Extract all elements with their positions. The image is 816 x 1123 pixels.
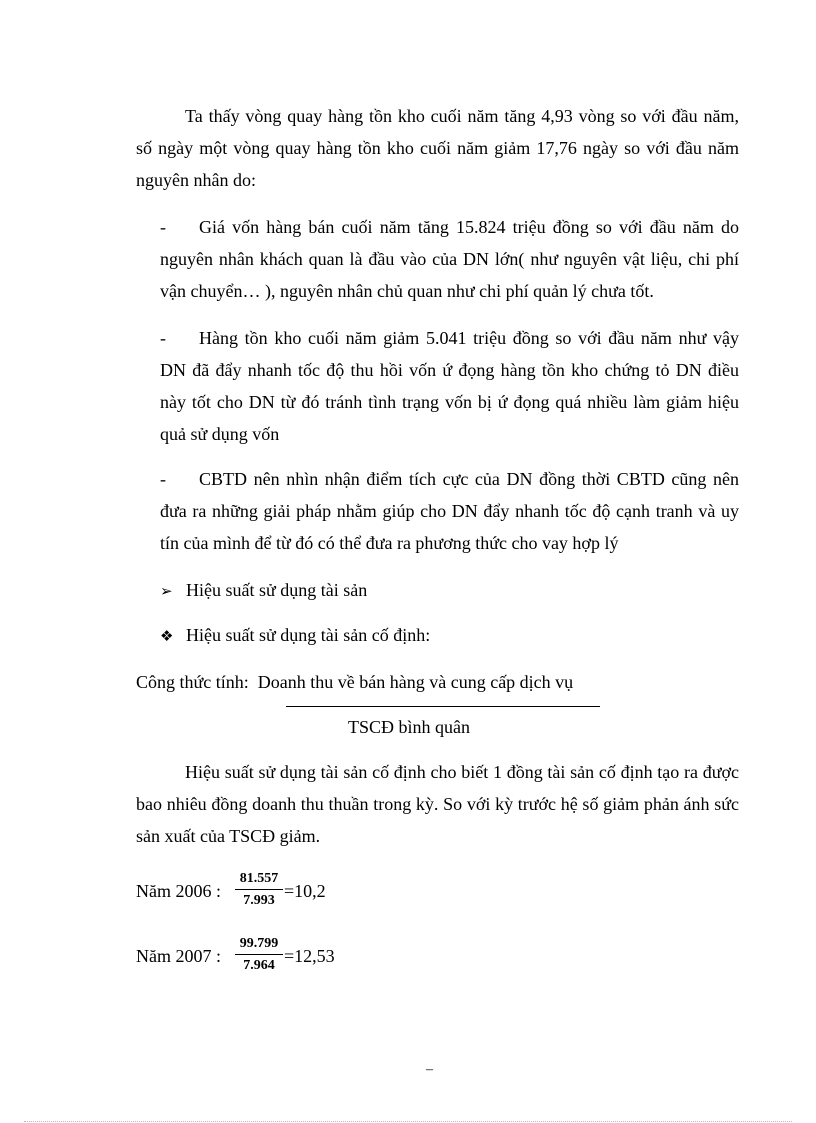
calculation-label: Năm 2006 : xyxy=(136,881,221,901)
calculation-result: =10,2 xyxy=(284,881,326,901)
dash-item-text: CBTD nên nhìn nhận điểm tích cực của DN đồng thời CBTD cũng nên đưa ra những giải pháp nhằm giúp cho DN đẩy nhanh tốc độ cạnh tranh và uy tín của mình để từ đó có thể đưa ra phương thức cho vay hợp lý xyxy=(160,469,739,553)
dash-mark: - xyxy=(160,328,166,348)
page-bottom-divider xyxy=(24,1121,792,1122)
formula-denominator: TSCĐ bình quân xyxy=(348,717,471,737)
dash-item-cost-of-goods xyxy=(160,211,739,307)
paragraph-inventory-turnover: Ta thấy vòng quay hàng tồn kho cuối năm tăng 4,93 vòng so với đầu năm, số ngày một vòng quay hàng tồn kho cuối năm giảm 17,76 ngày so với đầu năm nguyên nhân do: xyxy=(136,106,739,190)
page-footer-mark: – xyxy=(426,1062,433,1077)
arrow-bullet-icon: ➢ xyxy=(160,582,173,600)
dash-mark: - xyxy=(160,217,166,237)
formula-line xyxy=(136,669,573,695)
formula-label: Công thức tính: xyxy=(136,672,249,692)
paragraph-explanation: Hiệu suất sử dụng tài sản cố định cho biết 1 đồng tài sản cố định tạo ra được bao nhiêu đồng doanh thu thuần trong kỳ. So với kỳ trước hệ số giảm phản ánh sức sản xuất của TSCĐ giảm. xyxy=(136,762,739,846)
dash-mark: - xyxy=(160,469,166,489)
fraction-denominator: 7.993 xyxy=(243,893,275,908)
formula-fraction-bar xyxy=(286,706,600,707)
heading-text: Hiệu suất sử dụng tài sản cố định: xyxy=(186,625,431,645)
dash-item-inventory-decrease xyxy=(160,322,739,450)
heading-text: Hiệu suất sử dụng tài sản xyxy=(186,580,368,600)
heading-fixed-asset-efficiency xyxy=(160,622,430,649)
heading-asset-efficiency xyxy=(160,577,367,604)
fraction-bar xyxy=(235,889,283,890)
calculation-result: =12,53 xyxy=(284,946,335,966)
calculation-label: Năm 2007 : xyxy=(136,946,221,966)
calculation-fraction xyxy=(235,870,283,910)
calculation-fraction xyxy=(235,935,283,975)
formula-numerator: Doanh thu về bán hàng và cung cấp dịch vụ xyxy=(257,672,574,692)
fraction-denominator: 7.964 xyxy=(243,958,275,973)
diamond-bullet-icon: ❖ xyxy=(160,627,174,645)
fraction-numerator: 99.799 xyxy=(239,936,279,951)
dash-item-text: Hàng tồn kho cuối năm giảm 5.041 triệu đồng so với đầu năm như vậy DN đã đẩy nhanh tốc độ thu hồi vốn ứ đọng hàng tồn kho chứng tỏ DN điều này tốt cho DN từ đó tránh tình trạng vốn bị ứ đọng quá nhiều làm giảm hiệu quả sử dụng vốn xyxy=(160,328,739,444)
fraction-numerator: 81.557 xyxy=(239,871,279,886)
dash-item-text: Giá vốn hàng bán cuối năm tăng 15.824 triệu đồng so với đầu năm do nguyên nhân khách quan là đầu vào của DN lớn( như nguyên vật liệu, chi phí vận chuyển… ), nguyên nhân chủ quan như chi phí quản lý chưa tốt. xyxy=(160,217,739,301)
dash-item-cbtd xyxy=(160,463,739,559)
fraction-bar xyxy=(235,954,283,955)
